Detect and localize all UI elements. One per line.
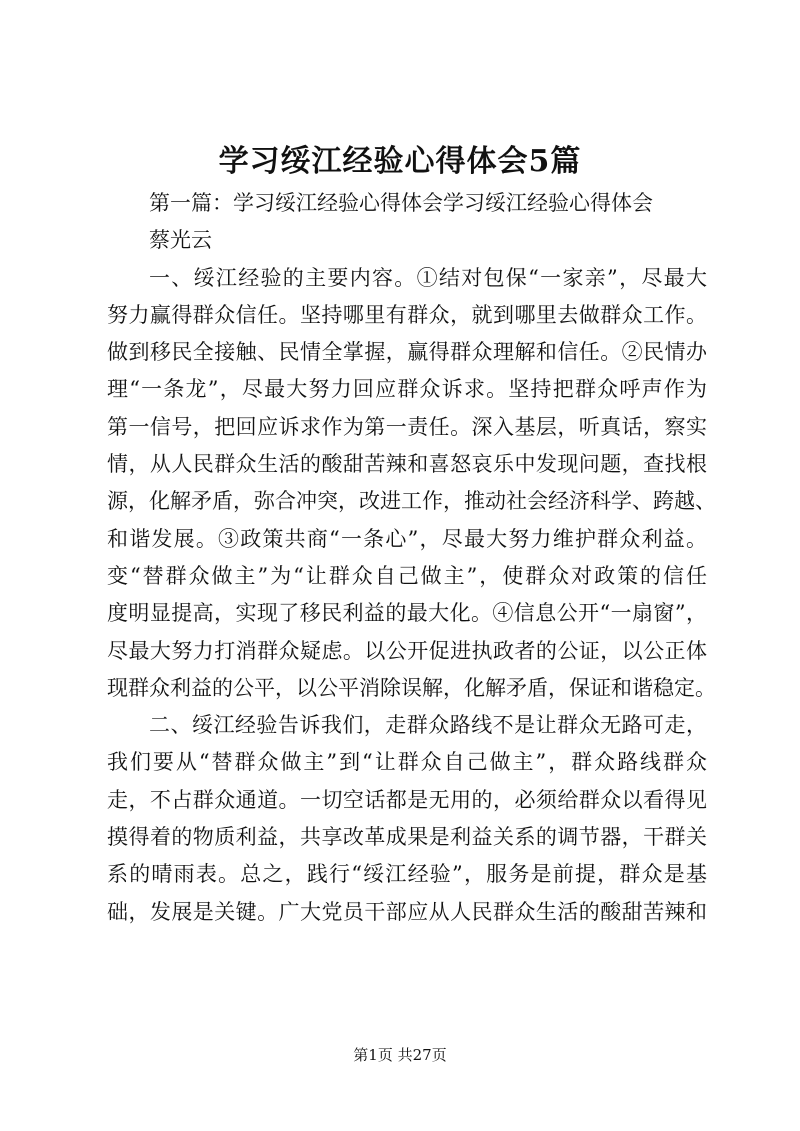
paragraph-line: 现群众利益的公平，以公平消除误解，化解矛盾，保证和谐稳定。 [107,675,716,700]
paragraph-line: 础，发展是关键。广大党员干部应从人民群众生活的酸甜苦辣和 [107,899,707,924]
paragraph-line: 尽最大努力打消群众疑虑。以公开促进执政者的公证，以公正体 [107,638,707,663]
paragraph-line: 源，化解矛盾，弥合冲突，改进工作，推动社会经济科学、跨越、 [107,489,716,514]
paragraph-line: 度明显提高，实现了移民利益的最大化。④信息公开“一扇窗”， [107,601,707,626]
paragraph-line: 二、绥江经验告诉我们，走群众路线不是让群众无路可走， [149,713,707,738]
document-body [107,185,716,931]
page-footer: 第1页 共27页 [353,1046,447,1064]
paragraph-line: 摸得着的物质利益，共享改革成果是利益关系的调节器，干群关 [107,825,707,850]
paragraph-line: 理“一条龙”，尽最大努力回应群众诉求。坚持把群众呼声作为 [107,377,707,402]
section-heading: 第一篇：学习绥江经验心得体会学习绥江经验心得体会 [149,191,653,215]
paragraph-line: 走，不占群众通道。一切空话都是无用的，必须给群众以看得见 [107,787,707,812]
paragraph-line: 我们要从“替群众做主”到“让群众自己做主”，群众路线群众 [107,750,707,775]
paragraph-line: 第一信号，把回应诉求作为第一责任。深入基层，听真话，察实 [107,414,707,439]
paragraph-line: 变“替群众做主”为“让群众自己做主”，使群众对政策的信任 [107,563,707,588]
paragraph-line: 努力赢得群众信任。坚持哪里有群众，就到哪里去做群众工作。 [107,302,707,327]
paragraph-line: 一、绥江经验的主要内容。①结对包保“一家亲”，尽最大 [149,265,707,290]
paragraph-line: 情，从人民群众生活的酸甜苦辣和喜怒哀乐中发现问题，查找根 [107,452,707,477]
paragraph-line: 和谐发展。③政策共商“一条心”，尽最大努力维护群众利益。 [107,526,707,551]
paragraph-line: 做到移民全接触、民情全掌握，赢得群众理解和信任。②民情办 [107,340,707,365]
paragraph-line: 系的晴雨表。总之，践行“绥江经验”，服务是前提，群众是基 [107,862,707,887]
author-name: 蔡光云 [149,228,212,253]
document-title: 学习绥江经验心得体会5篇 [218,144,582,179]
